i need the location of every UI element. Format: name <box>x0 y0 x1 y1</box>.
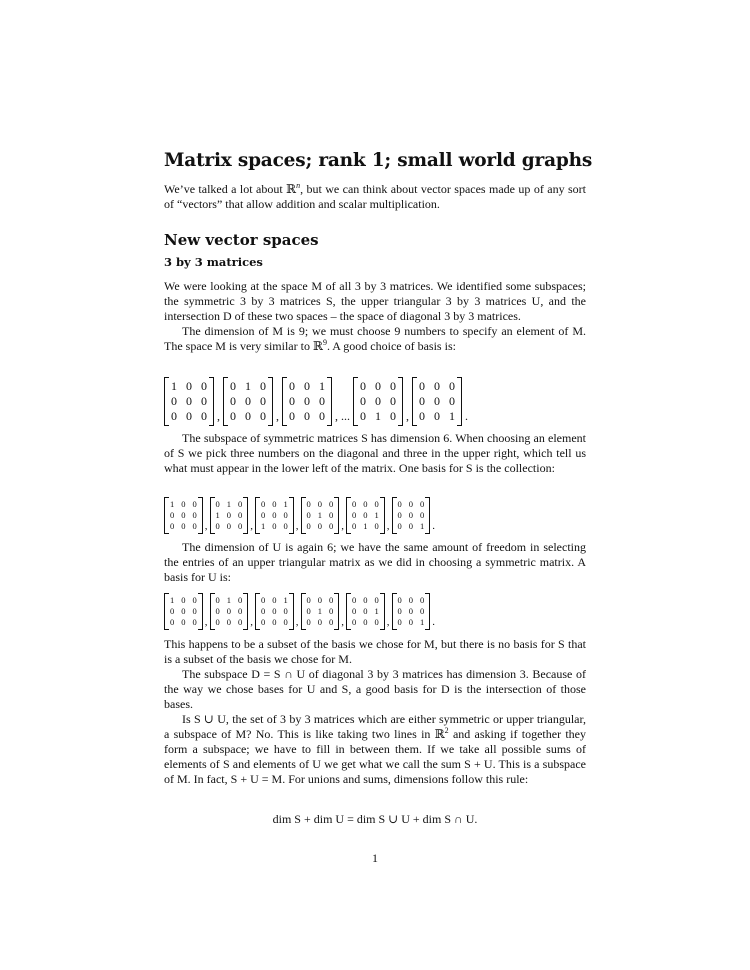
matrix-entry: 0 <box>201 409 207 423</box>
matrix-entry: 0 <box>329 499 334 509</box>
matrix-entry: 0 <box>230 409 236 423</box>
matrix-entry: 0 <box>261 510 266 520</box>
matrix-entry: 0 <box>317 521 322 531</box>
matrix-separator: , <box>217 409 220 423</box>
matrix-entry: 0 <box>215 521 220 531</box>
matrix-separator: , <box>204 520 208 532</box>
matrix-entry: 0 <box>181 606 186 616</box>
matrix-entry: 0 <box>181 499 186 509</box>
page-number: 1 <box>372 851 378 865</box>
matrix-entry: 0 <box>375 379 381 393</box>
matrix-entry: 0 <box>317 499 322 509</box>
matrix-entry: 0 <box>352 510 357 520</box>
matrix-entry: 0 <box>170 617 175 627</box>
matrix-entry: 0 <box>261 595 266 605</box>
matrix-entry: 0 <box>306 499 311 509</box>
matrix-entry: 0 <box>397 617 402 627</box>
matrix-entry: 0 <box>186 379 192 393</box>
matrix-entry: 0 <box>363 595 368 605</box>
intro-paragraph: We’ve talked a lot about ℝ$^n$, but we can think about vector spaces made up of any sort of “vectors” that allow addition and scalar multiplication. <box>164 181 586 211</box>
matrix-entry: 0 <box>201 379 207 393</box>
matrix-entry: 0 <box>408 499 413 509</box>
matrix-entry: 0 <box>272 606 277 616</box>
matrix-entry: 1 <box>420 617 425 627</box>
matrix-entry: 0 <box>390 394 396 408</box>
matrix-entry: 0 <box>434 394 440 408</box>
matrix-separator: , ... <box>335 409 350 423</box>
matrix-entry: 0 <box>419 379 425 393</box>
matrix-entry: 0 <box>317 617 322 627</box>
matrix-entry: 0 <box>317 595 322 605</box>
matrix-entry: 0 <box>360 394 366 408</box>
matrix-entry: 0 <box>186 394 192 408</box>
matrix-entry: 0 <box>226 510 231 520</box>
basisM-matrix <box>164 379 214 424</box>
matrix-entry: 0 <box>272 521 277 531</box>
matrix-entry: 0 <box>181 510 186 520</box>
matrix-separator: , <box>204 616 208 628</box>
basisS-matrix <box>210 499 249 532</box>
matrix-entry: 0 <box>306 617 311 627</box>
matrix-entry: 0 <box>192 606 197 616</box>
matrix-entry: 0 <box>171 409 177 423</box>
matrix-entry: 0 <box>283 606 288 616</box>
matrix-entry: 0 <box>215 595 220 605</box>
matrix-entry: 0 <box>201 394 207 408</box>
matrix-entry: 0 <box>397 510 402 520</box>
matrix-entry: 0 <box>390 409 396 423</box>
matrix-entry: 0 <box>304 394 310 408</box>
matrix-entry: 0 <box>329 521 334 531</box>
matrix-entry: 0 <box>181 617 186 627</box>
matrix-entry: 1 <box>374 606 379 616</box>
matrix-separator: , <box>386 520 390 532</box>
matrix-entry: 0 <box>449 379 455 393</box>
matrix-entry: 0 <box>230 379 236 393</box>
matrix-entry: 0 <box>363 606 368 616</box>
matrix-entry: 1 <box>226 595 231 605</box>
matrix-entry: 0 <box>374 521 379 531</box>
matrix-entry: 1 <box>170 595 175 605</box>
paragraph-union-sum: Is S ∪ U, the set of 3 by 3 matrices which are either symmetric or upper triangular, a subspace of M? No. This is like taking two lines in ℝ$^2$ and asking if together they form a subspace; we have to fill in between them. If we take all possible sums of elements of S and elements of U we get what we call the sum S + U. This is a subspace of M. In fact, S + U = M. For unions and sums, dimensions follow this rule: <box>164 712 586 786</box>
matrix-separator: , <box>341 616 344 628</box>
matrix-entry: 0 <box>397 499 402 509</box>
matrix-entry: 0 <box>352 617 357 627</box>
basisU-matrix <box>346 595 385 628</box>
matrix-separator: . <box>465 409 468 423</box>
matrix-entry: 1 <box>319 379 325 393</box>
matrix-entry: 0 <box>238 595 243 605</box>
basisM-matrix <box>412 379 462 424</box>
matrix-entry: 0 <box>397 521 402 531</box>
matrix-entry: 0 <box>319 394 325 408</box>
matrix-entry: 0 <box>408 595 413 605</box>
matrix-entry: 1 <box>226 499 231 509</box>
matrix-entry: 0 <box>238 499 243 509</box>
paragraph-space-m: We were looking at the space M of all 3 by 3 matrices. We identified some subspaces; the symmetric 3 by 3 matrices S, the upper triangular 3 by 3 matrices U, and the intersection D of these two spaces – the space of diagonal 3 by 3 matrices. The dimension of M is 9; we must choose 9 numbers to specify an element of M. The space M is very similar to ℝ$^9$. A good choice of basis is: <box>164 279 586 353</box>
matrix-entry: 1 <box>317 606 322 616</box>
matrix-entry: 0 <box>289 394 295 408</box>
subsection-heading: 3 by 3 matrices <box>164 255 263 269</box>
matrix-entry: 0 <box>261 499 266 509</box>
matrix-entry: 0 <box>238 521 243 531</box>
matrix-entry: 0 <box>408 606 413 616</box>
matrix-entry: 0 <box>272 595 277 605</box>
matrix-entry: 0 <box>360 409 366 423</box>
matrix-entry: 0 <box>397 606 402 616</box>
basis-m-matrices <box>164 379 471 424</box>
basisU-matrix <box>301 595 340 628</box>
matrix-entry: 0 <box>360 379 366 393</box>
matrix-entry: 0 <box>171 394 177 408</box>
matrix-separator: , <box>386 616 390 628</box>
matrix-entry: 0 <box>306 606 311 616</box>
matrix-entry: 1 <box>245 379 251 393</box>
matrix-separator: . <box>432 616 435 628</box>
basisS-matrix <box>255 499 294 532</box>
matrix-entry: 0 <box>304 379 310 393</box>
matrix-entry: 0 <box>230 394 236 408</box>
matrix-entry: 1 <box>317 510 322 520</box>
matrix-entry: 0 <box>245 394 251 408</box>
matrix-entry: 0 <box>374 617 379 627</box>
matrix-entry: 0 <box>260 409 266 423</box>
matrix-entry: 0 <box>352 499 357 509</box>
matrix-entry: 0 <box>289 409 295 423</box>
matrix-entry: 0 <box>329 510 334 520</box>
matrix-entry: 0 <box>374 499 379 509</box>
matrix-entry: 0 <box>238 606 243 616</box>
matrix-entry: 0 <box>419 394 425 408</box>
matrix-entry: 1 <box>283 499 288 509</box>
basisS-matrix <box>346 499 385 532</box>
matrix-entry: 0 <box>363 510 368 520</box>
matrix-entry: 0 <box>215 617 220 627</box>
matrix-entry: 0 <box>329 595 334 605</box>
matrix-entry: 0 <box>419 409 425 423</box>
basisS-matrix <box>392 499 431 532</box>
matrix-entry: 0 <box>420 510 425 520</box>
matrix-entry: 1 <box>449 409 455 423</box>
matrix-entry: 0 <box>170 521 175 531</box>
matrix-entry: 0 <box>261 606 266 616</box>
matrix-separator: , <box>250 520 253 532</box>
matrix-separator: , <box>295 616 299 628</box>
basisM-matrix <box>223 379 273 424</box>
matrix-entry: 0 <box>306 595 311 605</box>
matrix-entry: 0 <box>304 409 310 423</box>
matrix-entry: 0 <box>319 409 325 423</box>
matrix-entry: 0 <box>192 499 197 509</box>
matrix-entry: 0 <box>329 606 334 616</box>
matrix-separator: , <box>341 520 344 532</box>
matrix-entry: 0 <box>226 521 231 531</box>
matrix-entry: 1 <box>215 510 220 520</box>
matrix-separator: , <box>406 409 409 423</box>
matrix-entry: 1 <box>420 521 425 531</box>
basisU-matrix <box>210 595 249 628</box>
matrix-entry: 0 <box>434 379 440 393</box>
matrix-entry: 0 <box>329 617 334 627</box>
matrix-entry: 0 <box>170 606 175 616</box>
basisU-matrix <box>164 595 203 628</box>
matrix-entry: 0 <box>186 409 192 423</box>
matrix-entry: 0 <box>245 409 251 423</box>
matrix-separator: , <box>276 409 279 423</box>
matrix-entry: 0 <box>397 595 402 605</box>
matrix-entry: 0 <box>192 510 197 520</box>
matrix-entry: 0 <box>408 617 413 627</box>
basisU-matrix <box>255 595 294 628</box>
matrix-entry: 0 <box>408 510 413 520</box>
matrix-entry: 0 <box>289 379 295 393</box>
basisS-matrix <box>301 499 340 532</box>
matrix-entry: 0 <box>215 606 220 616</box>
matrix-entry: 1 <box>283 595 288 605</box>
matrix-entry: 0 <box>283 510 288 520</box>
matrix-entry: 0 <box>215 499 220 509</box>
matrix-entry: 0 <box>181 521 186 531</box>
section-heading: New vector spaces <box>164 231 319 249</box>
basisM-matrix <box>282 379 332 424</box>
dimension-equation: dim S + dim U = dim S ∪ U + dim S ∩ U. <box>272 812 478 826</box>
matrix-entry: 0 <box>272 499 277 509</box>
matrix-entry: 0 <box>283 521 288 531</box>
matrix-entry: 0 <box>352 521 357 531</box>
matrix-entry: 0 <box>261 617 266 627</box>
matrix-entry: 0 <box>226 606 231 616</box>
page-title: Matrix spaces; rank 1; small world graphs <box>164 150 593 171</box>
matrix-entry: 1 <box>375 409 381 423</box>
matrix-entry: 0 <box>192 521 197 531</box>
matrix-entry: 0 <box>420 606 425 616</box>
matrix-entry: 0 <box>363 499 368 509</box>
matrix-entry: 0 <box>283 617 288 627</box>
matrix-entry: 0 <box>449 394 455 408</box>
matrix-entry: 0 <box>226 617 231 627</box>
basis-s-matrices <box>164 499 437 532</box>
matrix-entry: 0 <box>192 617 197 627</box>
basisU-matrix <box>392 595 431 628</box>
matrix-entry: 1 <box>374 510 379 520</box>
matrix-entry: 1 <box>261 521 266 531</box>
matrix-separator: , <box>250 616 253 628</box>
basisM-matrix <box>353 379 403 424</box>
matrix-entry: 0 <box>434 409 440 423</box>
matrix-entry: 0 <box>181 595 186 605</box>
matrix-entry: 0 <box>420 595 425 605</box>
matrix-entry: 0 <box>192 595 197 605</box>
matrix-entry: 0 <box>260 379 266 393</box>
matrix-entry: 0 <box>352 595 357 605</box>
basis-u-matrices <box>164 595 437 628</box>
matrix-separator: . <box>432 520 435 532</box>
matrix-entry: 0 <box>272 510 277 520</box>
matrix-entry: 0 <box>408 521 413 531</box>
paragraph-upper-triangular: The dimension of U is again 6; we have the same amount of freedom in selecting the entries of an upper triangular matrix as we did in choosing a symmetric matrix. A basis for U is: <box>164 540 586 584</box>
matrix-entry: 0 <box>363 617 368 627</box>
matrix-entry: 1 <box>363 521 368 531</box>
matrix-entry: 0 <box>306 521 311 531</box>
paragraph-symmetric: The subspace of symmetric matrices S has dimension 6. When choosing an element of S we pick three numbers on the diagonal and three in the upper right, which tell us what must appear in the lower left of the matrix. One basis for S is the collection: <box>164 431 586 475</box>
matrix-entry: 0 <box>374 595 379 605</box>
matrix-entry: 0 <box>420 499 425 509</box>
matrix-entry: 0 <box>238 617 243 627</box>
matrix-entry: 0 <box>352 606 357 616</box>
matrix-entry: 0 <box>390 379 396 393</box>
matrix-entry: 0 <box>272 617 277 627</box>
paragraph-subset: This happens to be a subset of the basis we chose for M, but there is no basis for S that is a subset of the basis we chose for M. The subspace D = S ∩ U of diagonal 3 by 3 matrices has dimension 3. Because of the way we chose bases for U and S, a good basis for D is the intersection of those bases. <box>164 637 586 711</box>
matrix-entry: 0 <box>375 394 381 408</box>
matrix-entry: 1 <box>171 379 177 393</box>
matrix-separator: , <box>295 520 299 532</box>
matrix-entry: 0 <box>170 510 175 520</box>
basisS-matrix <box>164 499 203 532</box>
matrix-entry: 0 <box>238 510 243 520</box>
matrix-entry: 1 <box>170 499 175 509</box>
matrix-entry: 0 <box>260 394 266 408</box>
matrix-entry: 0 <box>306 510 311 520</box>
